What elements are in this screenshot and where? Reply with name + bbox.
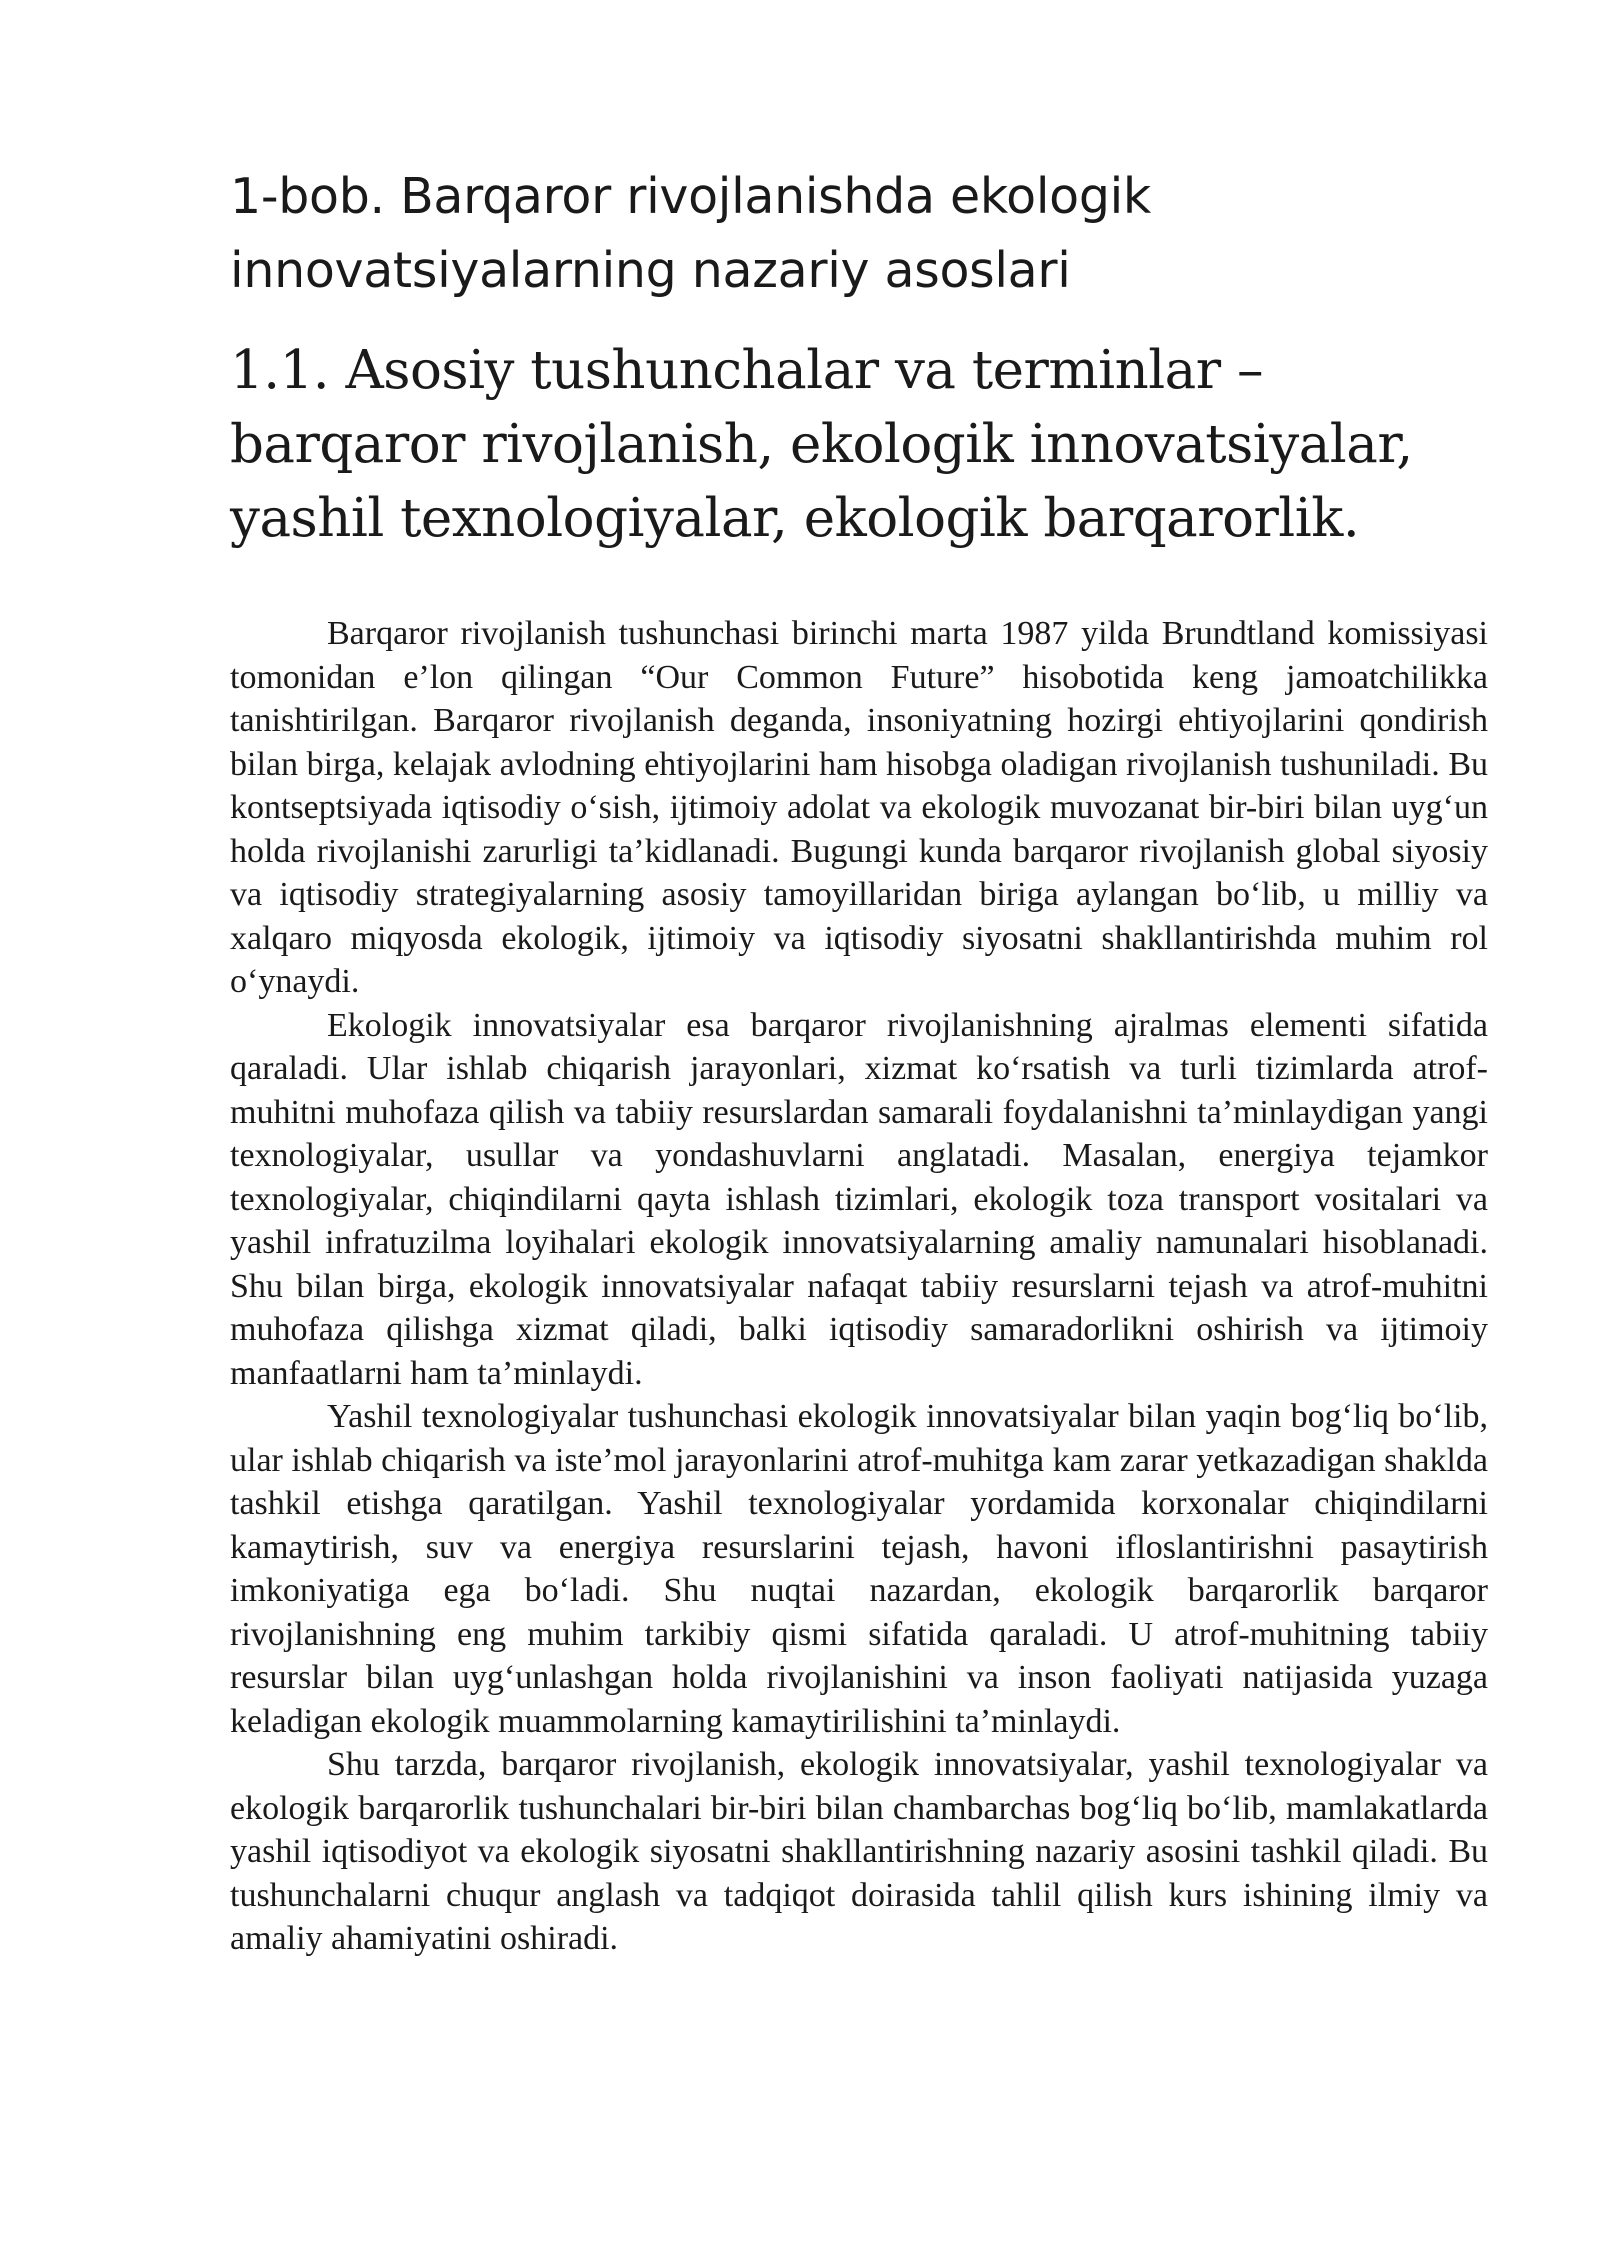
section-title: 1.1. Asosiy tushunchalar va terminlar – barqaror rivojlanish, ekologik innovatsiyalar, yashil texnologiyalar, ekologik barqarorlik. — [230, 340, 1413, 549]
paragraph: Yashil texnologiyalar tushunchasi ekologik innovatsiyalar bilan yaqin bog‘liq bo‘lib, ular ishlab chiqarish va iste’mol jarayonlarini atrof-muhitga kam zarar yetkazadigan shaklda tashkil etishga qaratilgan. Yashil texnologiyalar yordamida korxonalar chiqindilarni kamaytirish, suv va energiya resurslarini tejash, havoni ifloslantirishni pasaytirish imkoniyatiga ega bo‘ladi. Shu nuqtai nazardan, ekologik barqarorlik barqaror rivojlanishning eng muhim tarkibiy qismi sifatida qaraladi. U atrof-muhitning tabiiy resurslar bilan uyg‘unlashgan holda rivojlanishini va inson faoliyati natijasida yuzaga keladigan ekologik muammolarning kamaytirilishini ta’minlaydi. — [230, 1398, 1488, 1740]
document-page — [230, 160, 1488, 1961]
paragraph: Shu tarzda, barqaror rivojlanish, ekologik innovatsiyalar, yashil texnologiyalar va ekologik barqarorlik tushunchalari bir-biri bilan chambarchas bog‘liq bo‘lib, mamlakatlarda yashil iqtisodiyot va ekologik siyosatni shakllantirishning nazariy asosini tashkil qiladi. Bu tushunchalarni chuqur anglash va tadqiqot doirasida tahlil qilish kurs ishining ilmiy va amaliy ahamiyatini oshiradi. — [230, 1746, 1488, 1957]
chapter-title: 1-bob. Barqaror rivojlanishda ekologik innovatsiyalarning nazariy asoslari — [230, 168, 1152, 299]
paragraph: Barqaror rivojlanish tushunchasi birinchi marta 1987 yilda Brundtland komissiyasi tomonidan e’lon qilingan “Our Common Future” hisobotida keng jamoatchilikka tanishtirilgan. Barqaror rivojlanish deganda, insoniyatning hozirgi ehtiyojlarini qondirish bilan birga, kelajak avlodning ehtiyojlarini ham hisobga oladigan rivojlanish tushuniladi. Bu kontseptsiyada iqtisodiy o‘sish, ijtimoiy adolat va ekologik muvozanat bir-biri bilan uyg‘un holda rivojlanishi zarurligi ta’kidlanadi. Bugungi kunda barqaror rivojlanish global siyosiy va iqtisodiy strategiyalarning asosiy tamoyillaridan biriga aylangan bo‘lib, u milliy va xalqaro miqyosda ekologik, ijtimoiy va iqtisodiy siyosatni shakllantirishda muhim rol o‘ynaydi. — [230, 615, 1488, 1000]
body-text — [230, 612, 1488, 1961]
paragraph: Ekologik innovatsiyalar esa barqaror rivojlanishning ajralmas elementi sifatida qaraladi. Ular ishlab chiqarish jarayonlari, xizmat ko‘rsatish va turli tizimlarda atrof-muhitni muhofaza qilish va tabiiy resurslardan samarali foydalanishni ta’minlaydigan yangi texnologiyalar, usullar va yondashuvlarni anglatadi. Masalan, energiya tejamkor texnologiyalar, chiqindilarni qayta ishlash tizimlari, ekologik toza transport vositalari va yashil infratuzilma loyihalari ekologik innovatsiyalarning amaliy namunalari hisoblanadi. Shu bilan birga, ekologik innovatsiyalar nafaqat tabiiy resurslarni tejash va atrof-muhitni muhofaza qilishga xizmat qiladi, balki iqtisodiy samaradorlikni oshirish va ijtimoiy manfaatlarni ham ta’minlaydi. — [230, 1006, 1488, 1392]
